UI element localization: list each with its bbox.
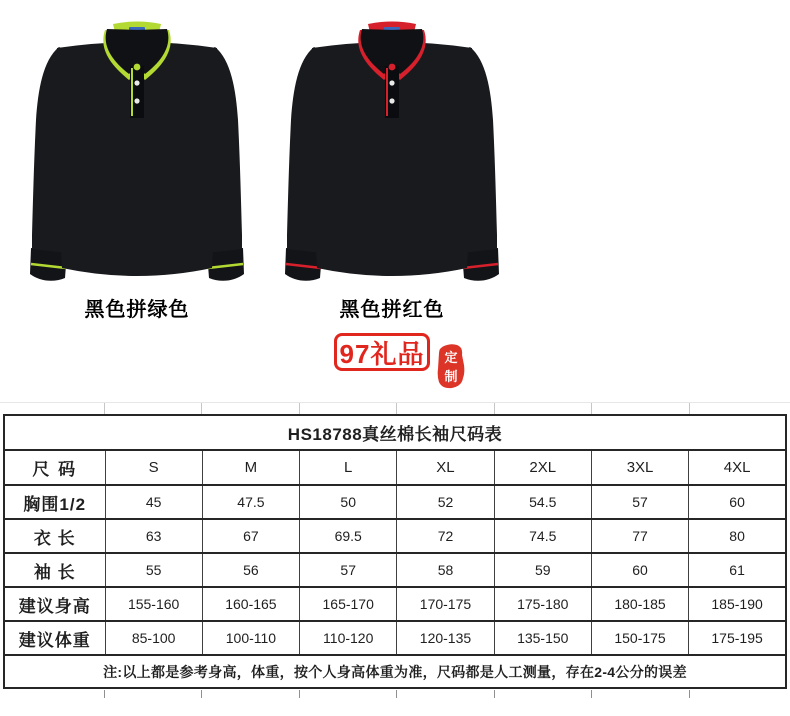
cutoff-tick — [494, 403, 495, 414]
size-value-cell: 185-190 — [689, 587, 786, 621]
brand-logo-box — [334, 333, 430, 371]
size-value-cell: 57 — [591, 485, 688, 519]
size-row-label: 建议体重 — [4, 621, 105, 655]
cutoff-tick — [104, 403, 105, 414]
size-table — [3, 414, 787, 689]
size-value-cell: 59 — [494, 553, 591, 587]
cutoff-tick — [299, 403, 300, 414]
size-value-cell: 57 — [300, 553, 397, 587]
custom-made-seal-stamp — [436, 342, 466, 390]
size-table-header-row — [4, 450, 786, 485]
cutoff-tick — [689, 403, 690, 414]
cutoff-tick — [201, 690, 202, 698]
size-value-cell: 170-175 — [397, 587, 494, 621]
size-table-row — [4, 485, 786, 519]
size-value-cell: 175-180 — [494, 587, 591, 621]
size-column-header: S — [105, 450, 202, 485]
cutoff-tick — [299, 690, 300, 698]
size-value-cell: 63 — [105, 519, 202, 553]
cutoff-tick — [396, 403, 397, 414]
size-table-note: 注:以上都是参考身高，体重，按个人身高体重为准，尺码都是人工测量，存在2-4公分的误差 — [4, 655, 786, 688]
size-value-cell: 160-165 — [202, 587, 299, 621]
size-table-row — [4, 587, 786, 621]
size-value-cell: 120-135 — [397, 621, 494, 655]
size-value-cell: 80 — [689, 519, 786, 553]
size-column-header: 2XL — [494, 450, 591, 485]
size-column-header: M — [202, 450, 299, 485]
button — [389, 80, 394, 85]
size-column-header: XL — [397, 450, 494, 485]
size-value-cell: 60 — [689, 485, 786, 519]
size-value-cell: 180-185 — [591, 587, 688, 621]
size-row-label: 胸围1/2 — [4, 485, 105, 519]
size-value-cell: 56 — [202, 553, 299, 587]
size-column-header: 3XL — [591, 450, 688, 485]
product-image-black-green[interactable] — [29, 20, 245, 322]
size-value-cell: 69.5 — [300, 519, 397, 553]
collar-knot — [389, 64, 396, 71]
button — [134, 98, 139, 103]
size-header-label: 尺 码 — [4, 450, 105, 485]
cutoff-tick — [591, 690, 592, 698]
collar-knot — [134, 64, 141, 71]
size-value-cell: 58 — [397, 553, 494, 587]
size-value-cell: 47.5 — [202, 485, 299, 519]
size-value-cell: 45 — [105, 485, 202, 519]
size-chart — [3, 414, 787, 689]
size-table-title-row — [4, 415, 786, 450]
seal-text-top: 定 — [444, 350, 458, 365]
cutoff-tick — [201, 403, 202, 414]
polo-shirt-green-trim-image — [29, 20, 245, 292]
cutoff-row-line — [0, 402, 790, 403]
size-value-cell: 74.5 — [494, 519, 591, 553]
seal-text-bottom: 制 — [444, 369, 458, 384]
size-value-cell: 150-175 — [591, 621, 688, 655]
size-table-title: HS18788真丝棉长袖尺码表 — [4, 415, 786, 450]
size-column-header: 4XL — [689, 450, 786, 485]
product-image-black-red[interactable] — [284, 20, 500, 322]
size-value-cell: 165-170 — [300, 587, 397, 621]
size-table-row — [4, 553, 786, 587]
size-row-label: 建议身高 — [4, 587, 105, 621]
size-table-row — [4, 621, 786, 655]
size-value-cell: 85-100 — [105, 621, 202, 655]
button — [389, 98, 394, 103]
polo-shirt-red-trim-image — [284, 20, 500, 292]
size-value-cell: 67 — [202, 519, 299, 553]
product-label-black-red: 黑色拼红色 — [339, 299, 445, 321]
cutoff-tick — [396, 690, 397, 698]
size-row-label: 袖 长 — [4, 553, 105, 587]
size-value-cell: 60 — [591, 553, 688, 587]
product-label-black-green: 黑色拼绿色 — [84, 299, 190, 321]
size-value-cell: 100-110 — [202, 621, 299, 655]
size-value-cell: 135-150 — [494, 621, 591, 655]
cutoff-tick — [104, 690, 105, 698]
size-column-header: L — [300, 450, 397, 485]
brand-logo-text: 97礼品 — [339, 338, 425, 369]
cutoff-tick — [689, 690, 690, 698]
size-value-cell: 52 — [397, 485, 494, 519]
size-value-cell: 55 — [105, 553, 202, 587]
size-value-cell: 110-120 — [300, 621, 397, 655]
button — [134, 80, 139, 85]
size-value-cell: 72 — [397, 519, 494, 553]
cutoff-tick — [591, 403, 592, 414]
size-row-label: 衣 长 — [4, 519, 105, 553]
size-value-cell: 50 — [300, 485, 397, 519]
size-value-cell: 175-195 — [689, 621, 786, 655]
size-value-cell: 54.5 — [494, 485, 591, 519]
size-table-note-row — [4, 655, 786, 688]
cutoff-tick — [494, 690, 495, 698]
size-value-cell: 77 — [591, 519, 688, 553]
size-table-body — [4, 415, 786, 655]
size-value-cell: 61 — [689, 553, 786, 587]
size-value-cell: 155-160 — [105, 587, 202, 621]
size-table-row — [4, 519, 786, 553]
